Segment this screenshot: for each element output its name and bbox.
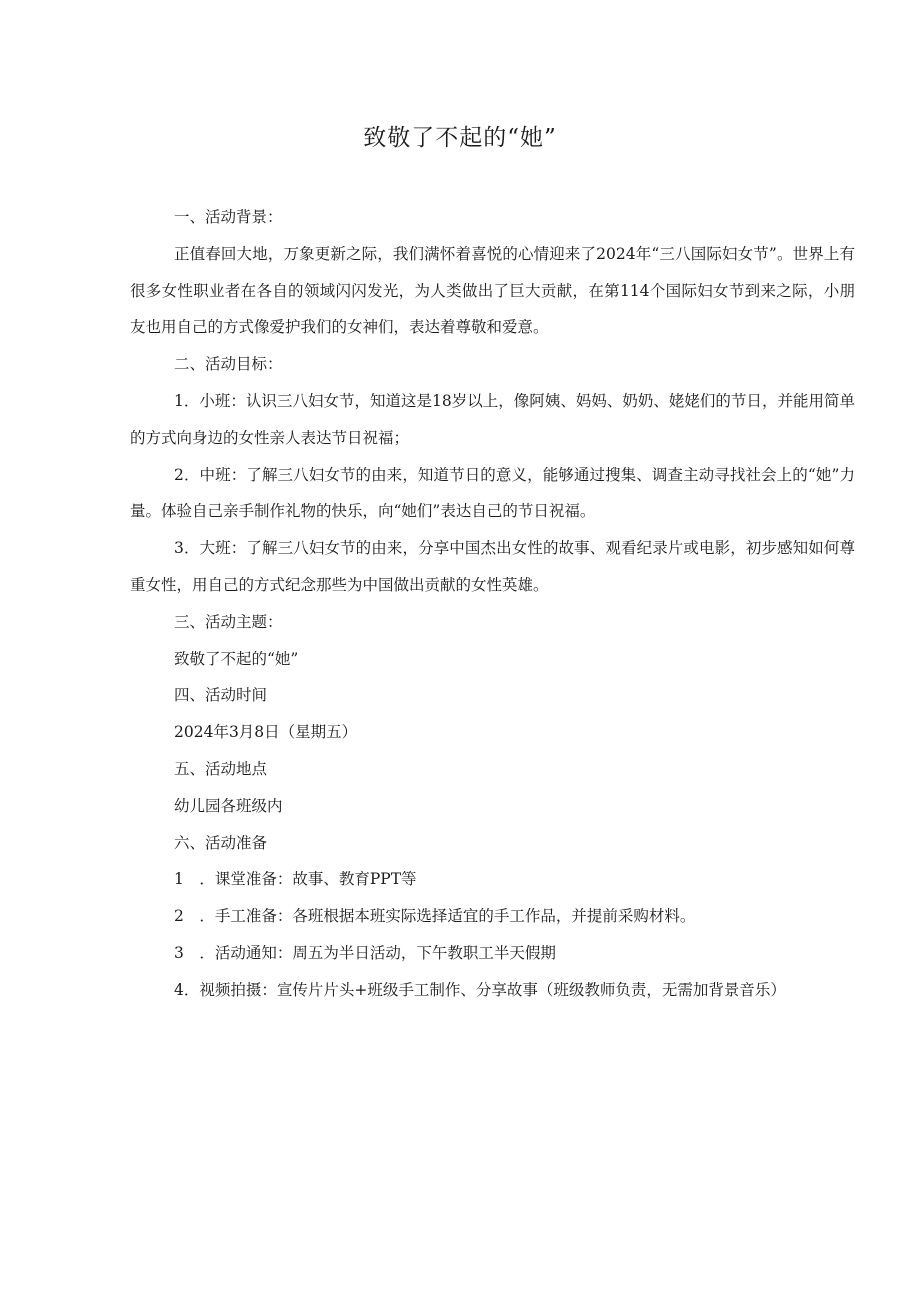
goal-big-class: 3．大班：了解三八妇女节的由来，分享中国杰出女性的故事、观看纪录片或电影，初步感知如何尊重女性，用自己的方式纪念那些为中国做出贡献的女性英雄。: [130, 539, 855, 594]
section-heading-time: 四、活动时间: [174, 686, 268, 705]
section-heading-goals: 二、活动目标：: [174, 355, 283, 374]
section-heading-background: 一、活动背景：: [174, 208, 283, 226]
goal-middle-class: 2．中班：了解三八妇女节的由来，知道节日的意义，能够通过搜集、调查主动寻找社会上的“她”力量。体验自己亲手制作礼物的快乐，向“她们”表达自己的节日祝福。: [130, 465, 855, 521]
goal-small-class: 1．小班：认识三八妇女节，知道这是18岁以上，像阿姨、妈妈、奶奶、姥姥们的节日，并能用简单的方式向身边的女性亲人表达节日祝福；: [130, 391, 855, 447]
section-heading-location: 五、活动地点: [174, 759, 268, 778]
document-body: [130, 199, 855, 1009]
preparation-item-handcraft: 2 ．手工准备：各班根据本班实际选择适宜的手工作品，并提前采购材料。: [174, 907, 696, 926]
preparation-item-video: 4．视频拍摄：宣传片片头+班级手工制作、分享故事（班级教师负责，无需加背景音乐）: [174, 980, 786, 999]
section-heading-preparation: 六、活动准备: [174, 833, 268, 852]
document-title: 致敬了不起的“她”: [363, 125, 557, 151]
time-text: 2024年3月8日（星期五）: [174, 723, 358, 742]
preparation-item-notice: 3 ．活动通知：周五为半日活动，下午教职工半天假期: [174, 943, 556, 962]
section-heading-theme: 三、活动主题：: [174, 612, 283, 631]
location-text: 幼儿园各班级内: [174, 796, 283, 815]
background-paragraph: 正值春回大地，万象更新之际，我们满怀着喜悦的心情迎来了2024年“三八国际妇女节”。世界上有很多女性职业者在各自的领域闪闪发光，为人类做出了巨大贡献，在第114个国际妇女节到来之际，小朋友也用自己的方式像爱护我们的女神们，表达着尊敬和爱意。: [130, 244, 855, 337]
theme-text: 致敬了不起的“她”: [174, 649, 299, 668]
preparation-item-classroom: 1 ．课堂准备：故事、教育PPT等: [174, 870, 417, 889]
